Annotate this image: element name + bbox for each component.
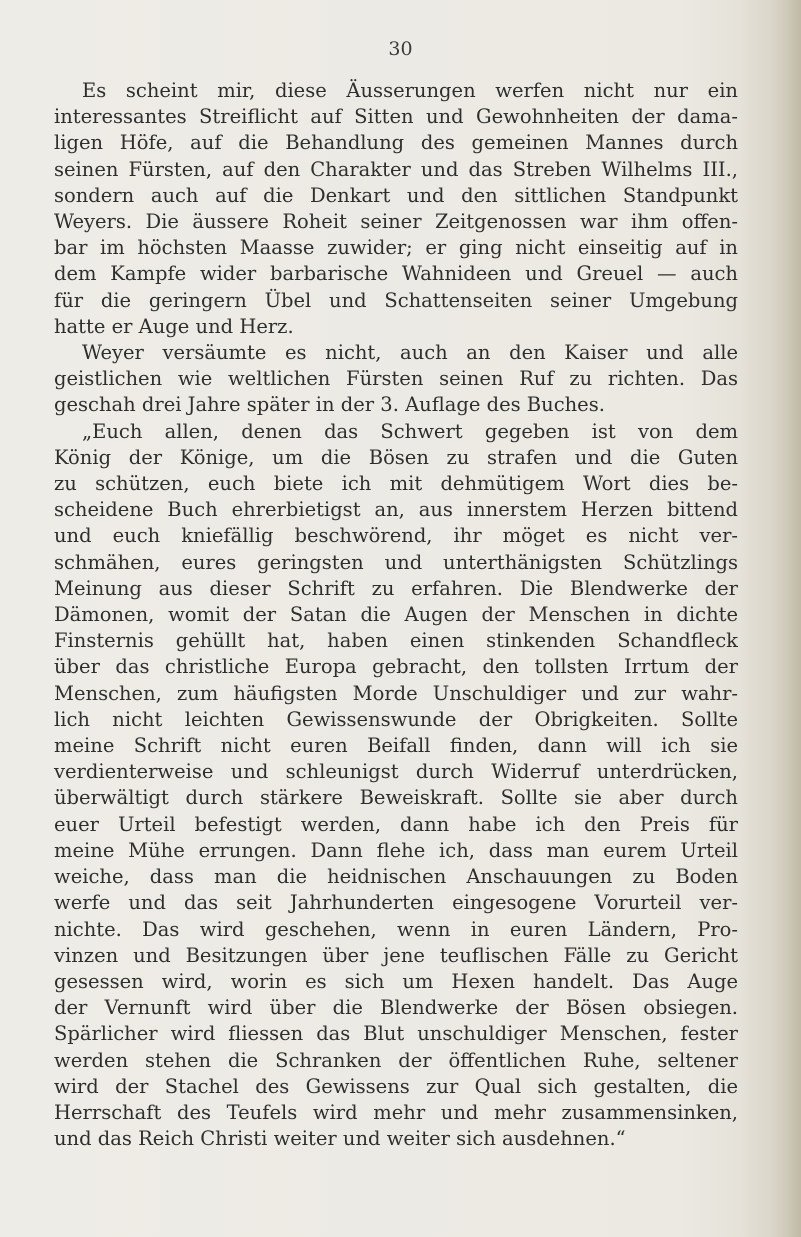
text-line: Menschen, zum häufigsten Morde Unschuldiger und zur wahr- bbox=[54, 681, 738, 705]
text-line: Spärlicher wird fliessen das Blut unschuldiger Menschen, fester bbox=[54, 1022, 738, 1046]
text-line: seinen Fürsten, auf den Charakter und das Streben Wilhelms III., bbox=[54, 157, 738, 181]
text-line: ligen Höfe, auf die Behandlung des gemeinen Mannes durch bbox=[54, 131, 738, 155]
text-line: über das christliche Europa gebracht, den tollsten Irrtum der bbox=[54, 655, 738, 679]
text-line: Meinung aus dieser Schrift zu erfahren. Die Blendwerke der bbox=[54, 576, 738, 600]
body-text bbox=[54, 78, 738, 1152]
text-line: überwältigt durch stärkere Beweiskraft. Sollte sie aber durch bbox=[54, 786, 738, 810]
text-line: zu schützen, euch biete ich mit dehmütigem Wort dies be- bbox=[54, 472, 738, 496]
text-line: meine Schrift nicht euren Beifall finden, dann will ich sie bbox=[54, 734, 738, 758]
text-line: sondern auch auf die Denkart und den sittlichen Standpunkt bbox=[54, 183, 738, 207]
text-line: Dämonen, womit der Satan die Augen der Menschen in dichte bbox=[54, 603, 738, 627]
text-line: Herrschaft des Teufels wird mehr und mehr zusammensinken, bbox=[54, 1100, 738, 1124]
text-line: für die geringern Übel und Schattenseiten seiner Umgebung bbox=[54, 288, 738, 312]
text-line: Finsternis gehüllt hat, haben einen stinkenden Schandfleck bbox=[54, 629, 738, 653]
text-line: Weyers. Die äussere Roheit seiner Zeitgenossen war ihm offen- bbox=[54, 210, 738, 234]
text-line: Weyer versäumte es nicht, auch an den Kaiser und alle bbox=[82, 341, 738, 365]
paragraph bbox=[54, 340, 738, 419]
text-line: und das Reich Christi weiter und weiter sich ausdehnen.“ bbox=[54, 1127, 626, 1151]
text-line: bar im höchsten Maasse zuwider; er ging nicht einseitig auf in bbox=[54, 236, 738, 260]
text-line: hatte er Auge und Herz. bbox=[54, 314, 294, 338]
text-line: Es scheint mir, diese Äusserungen werfen nicht nur ein bbox=[82, 79, 738, 102]
text-line: vinzen und Besitzungen über jene teuflischen Fälle zu Gericht bbox=[54, 943, 738, 967]
text-line: verdienterweise und schleunigst durch Widerruf unterdrücken, bbox=[54, 760, 738, 784]
text-line: König der Könige, um die Bösen zu strafen und die Guten bbox=[54, 445, 738, 469]
text-line: werden stehen die Schranken der öffentlichen Ruhe, seltener bbox=[54, 1048, 738, 1072]
text-line: gesessen wird, worin es sich um Hexen handelt. Das Auge bbox=[54, 969, 738, 993]
text-line: interessantes Streiflicht auf Sitten und Gewohnheiten der dama- bbox=[54, 105, 738, 129]
text-line: schmähen, eures geringsten und unterthänigsten Schützlings bbox=[54, 550, 738, 574]
text-line: der Vernunft wird über die Blendwerke der Bösen obsiegen. bbox=[54, 996, 738, 1020]
text-line: und euch kniefällig beschwörend, ihr möget es nicht ver- bbox=[54, 524, 738, 548]
text-line: weiche, dass man die heidnischen Anschauungen zu Boden bbox=[54, 865, 738, 889]
text-line: scheidene Buch ehrerbietigst an, aus innerstem Herzen bittend bbox=[54, 498, 738, 522]
text-line: dem Kampfe wider barbarische Wahnideen und Greuel — auch bbox=[54, 262, 738, 286]
text-line: meine Mühe errungen. Dann flehe ich, dass man eurem Urteil bbox=[54, 838, 738, 862]
text-line: werfe und das seit Jahrhunderten eingesogene Vorurteil ver- bbox=[54, 891, 738, 915]
text-line: nichte. Das wird geschehen, wenn in euren Ländern, Pro- bbox=[54, 917, 738, 941]
page-number: 30 bbox=[388, 38, 413, 60]
text-line: euer Urteil befestigt werden, dann habe ich den Preis für bbox=[54, 812, 738, 836]
text-line: „Euch allen, denen das Schwert gegeben ist von dem bbox=[82, 419, 738, 443]
text-line: lich nicht leichten Gewissenswunde der Obrigkeiten. Sollte bbox=[54, 707, 738, 731]
page-edge-shadow bbox=[743, 0, 801, 1237]
text-line: geistlichen wie weltlichen Fürsten seinen Ruf zu richten. Das bbox=[54, 367, 738, 391]
text-line: geschah drei Jahre später in der 3. Auflage des Buches. bbox=[54, 393, 605, 417]
text-line: wird der Stachel des Gewissens zur Qual sich gestalten, die bbox=[54, 1074, 738, 1098]
paragraph bbox=[54, 419, 738, 1153]
paragraph bbox=[54, 78, 738, 340]
